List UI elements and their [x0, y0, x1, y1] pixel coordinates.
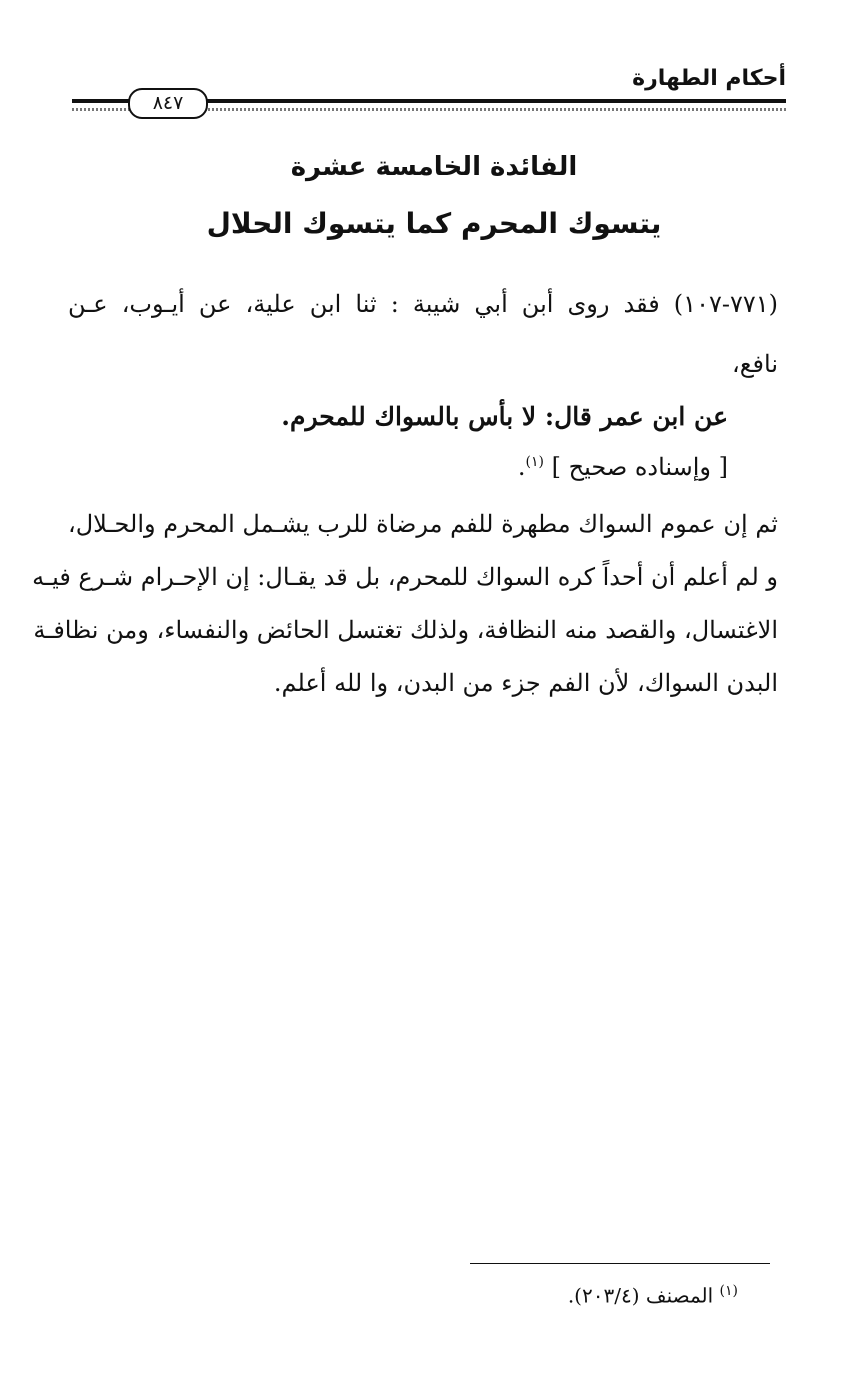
footnote-ref: (١) [525, 454, 544, 470]
isnad-line: (٧٧١-١٠٧) فقد روى أبن أبي شيبة : ثنا ابن علية، عن أيـوب، عـن [68, 290, 778, 318]
paragraph-line: و لم أعلم أن أحداً كره السواك للمحرم، بل قد يقـال: إن الإحـرام شـرع فيـه [32, 563, 778, 591]
running-title: أحكام الطهارة [632, 66, 786, 91]
section-title: الفائدة الخامسة عشرة [290, 152, 578, 182]
grading-text: [ وإسناده صحيح ] [551, 453, 728, 481]
page-number: ٨٤٧ [128, 88, 208, 119]
paragraph-line: ثم إن عموم السواك مطهرة للفم مرضاة للرب يشـمل المحرم والحـلال، [68, 510, 778, 538]
section-subtitle: يتسوك المحرم كما يتسوك الحلال [206, 207, 662, 240]
grading-line [518, 453, 728, 481]
grading-end: . [517, 453, 526, 481]
paragraph-line: البدن السواك، لأن الفم جزء من البدن، وا لله أعلم. [273, 669, 778, 697]
hadith-text: عن ابن عمر قال: لا بأس بالسواك للمحرم. [281, 402, 728, 431]
footnote-text: المصنف (٢٠٣/٤). [567, 1283, 714, 1308]
paragraph-line: الاغتسال، والقصد منه النظافة، ولذلك تغتسل الحائض والنفساء، ومن نظافـة [33, 616, 778, 644]
footnote [568, 1283, 738, 1308]
isnad-continuation: نافع، [732, 350, 778, 378]
footnote-marker: (١) [719, 1283, 738, 1299]
footnote-rule [470, 1263, 770, 1264]
